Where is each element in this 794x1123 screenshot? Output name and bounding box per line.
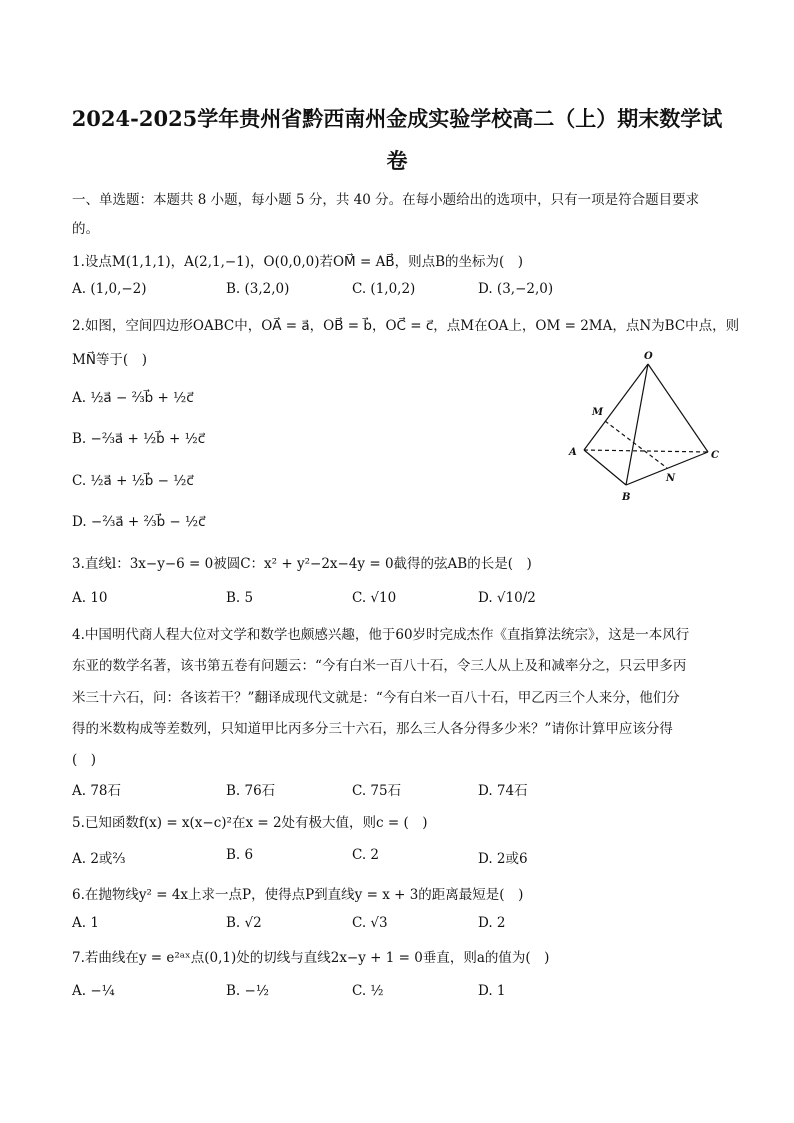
question-2-option-a: A. ½a⃗ − ⅔b⃗ + ½c⃗ [72, 390, 194, 406]
question-3-option-c: C. √10 [352, 590, 397, 606]
label-c: C [711, 450, 719, 461]
question-4-stem-line-2: 东亚的数学名著，该书第五卷有问题云：“今有白米一百八十石，令三人从上及和减率分之，只云甲多丙 [72, 658, 687, 674]
question-4-option-d: D. 74石 [478, 783, 528, 799]
question-1-option-a: A. (1,0,−2) [72, 281, 147, 297]
question-5-option-d: D. 2或6 [478, 851, 528, 867]
question-4-option-b: B. 76石 [226, 783, 276, 799]
question-1-option-b: B. (3,2,0) [226, 281, 290, 297]
page-title-line-2: 卷 [386, 148, 408, 173]
question-3-stem: 3.直线l：3x−y−6 = 0被圆C：x² + y²−2x−4y = 0截得的弦AB的长是( ) [72, 556, 532, 572]
question-6-stem: 6.在抛物线y² = 4x上求一点P，使得点P到直线y = x + 3的距离最短是( ) [72, 887, 524, 903]
question-4-stem-line-3: 米三十六石，问：各该若干？”翻译成现代文就是：“今有白米一百八十石，甲乙丙三个人来分，他们分 [72, 690, 680, 706]
question-4-option-c: C. 75石 [352, 783, 402, 799]
section-heading-continued: 的。 [72, 221, 99, 237]
tetrahedron-diagram [568, 350, 728, 510]
edge-ab [584, 450, 626, 485]
question-6-option-d: D. 2 [478, 915, 506, 931]
question-4-stem-line-5: ( ) [72, 752, 97, 768]
edge-ob [626, 364, 648, 485]
question-3-option-d: D. √10/2 [478, 590, 536, 606]
label-o: O [644, 351, 653, 362]
label-a: A [569, 447, 577, 458]
question-2-stem-continued: MN⃗等于( ) [72, 352, 147, 368]
section-heading: 一、单选题：本题共 8 小题，每小题 5 分，共 40 分。在每小题给出的选项中，只有一项是符合题目要求 [72, 192, 700, 208]
question-6-option-c: C. √3 [352, 915, 388, 931]
question-2-option-b: B. −⅔a⃗ + ½b⃗ + ½c⃗ [72, 431, 206, 447]
question-7-option-d: D. 1 [478, 983, 506, 999]
question-7-stem: 7.若曲线在y = e²ᵃˣ点(0,1)处的切线与直线2x−y + 1 = 0垂直，则a的值为( ) [72, 950, 550, 966]
question-5-option-b: B. 6 [226, 847, 254, 863]
label-m: M [592, 407, 604, 418]
question-4-stem-line-1: 4.中国明代商人程大位对文学和数学也颇感兴趣，他于60岁时完成杰作《直指算法统宗》，这是一本风行 [72, 627, 690, 643]
question-6-option-b: B. √2 [226, 915, 262, 931]
question-3-option-b: B. 5 [226, 590, 254, 606]
question-2-option-c: C. ½a⃗ + ½b⃗ − ½c⃗ [72, 473, 194, 489]
question-1-option-d: D. (3,−2,0) [478, 281, 554, 297]
question-2-option-d: D. −⅔a⃗ + ⅔b⃗ − ½c⃗ [72, 514, 206, 530]
question-1-stem: 1.设点M(1,1,1)，A(2,1,−1)，O(0,0,0)若OM⃗ = AB⃗，则点B的坐标为( ) [72, 254, 524, 270]
page-title-line-1: 2024-2025学年贵州省黔西南州金成实验学校高二（上）期末数学试 [71, 106, 723, 131]
question-6-option-a: A. 1 [72, 915, 99, 931]
question-7-option-a: A. −¼ [72, 983, 115, 999]
question-7-option-c: C. ½ [352, 983, 384, 999]
question-7-option-b: B. −½ [226, 983, 269, 999]
edge-oc [648, 364, 708, 452]
label-n: N [666, 473, 676, 484]
question-4-stem-line-4: 得的米数构成等差数列，只知道甲比丙多分三十六石，那么三人各分得多少米？”请你计算甲应该分得 [72, 721, 673, 737]
question-5-option-c: C. 2 [352, 847, 380, 863]
question-4-option-a: A. 78石 [72, 783, 122, 799]
label-b: B [622, 492, 631, 503]
question-1-option-c: C. (1,0,2) [352, 281, 416, 297]
question-5-option-a: A. 2或⅔ [72, 851, 126, 867]
question-5-stem: 5.已知函数f(x) = x(x−c)²在x = 2处有极大值，则c = ( ) [72, 815, 428, 831]
question-3-option-a: A. 10 [72, 590, 108, 606]
question-2-stem: 2.如图，空间四边形OABC中，OA⃗ = a⃗，OB⃗ = b⃗，OC⃗ = c⃗，点M在OA上，OM = 2MA，点N为BC中点，则 [72, 318, 740, 334]
